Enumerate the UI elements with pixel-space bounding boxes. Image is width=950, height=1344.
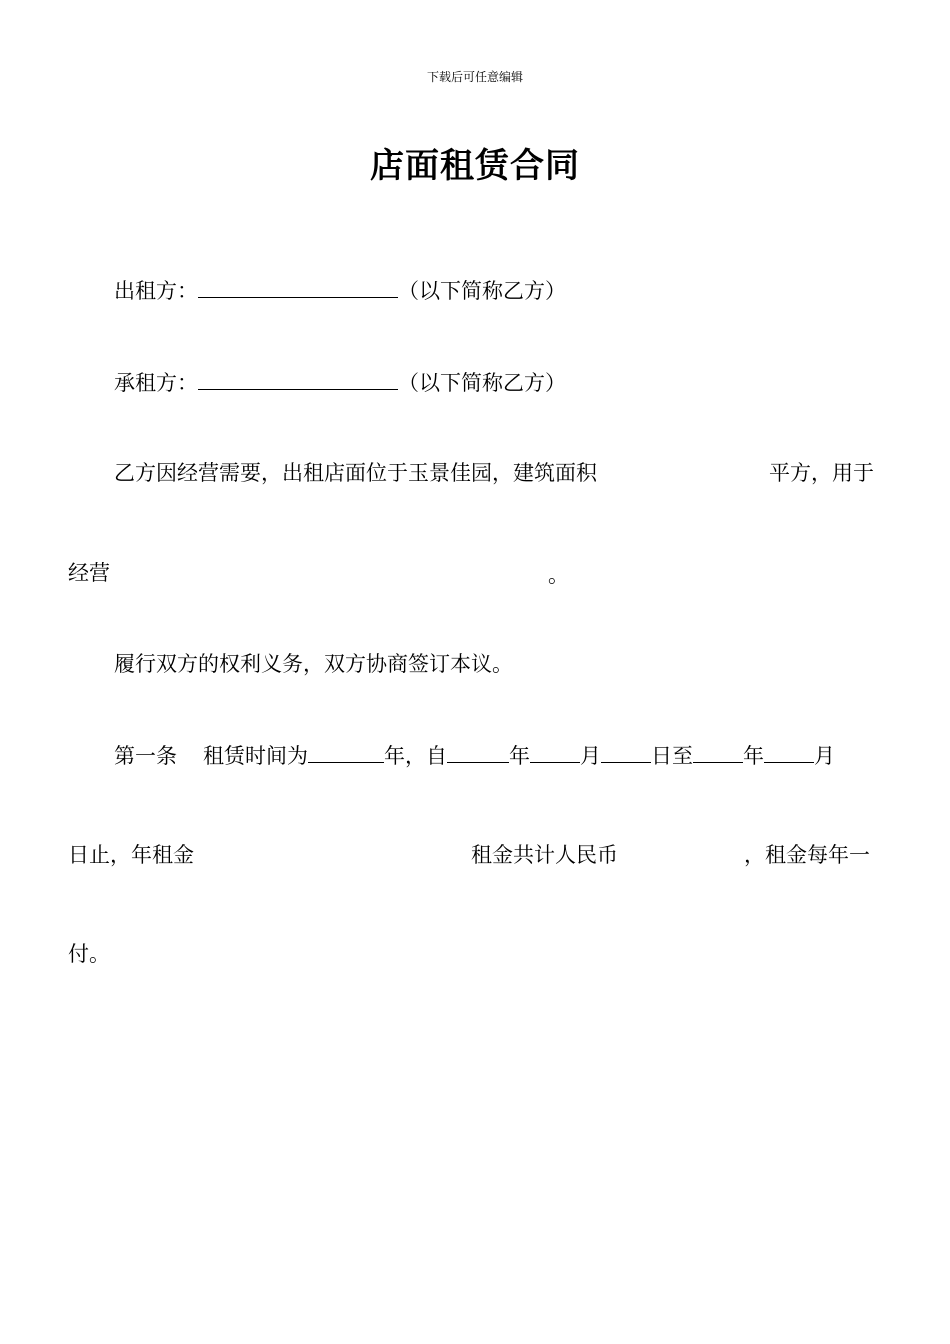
start-year-blank[interactable] [447, 742, 509, 763]
intro-part4: 。 [548, 563, 569, 587]
lessor-line [114, 277, 566, 304]
article1-heading: 第一条 [114, 744, 177, 768]
per-year-label: ，租金每年一 [744, 843, 870, 867]
agreement-text: 履行双方的权利义务，双方协商签订本议。 [114, 652, 513, 676]
start-year-unit: 年 [509, 744, 530, 768]
annual-rent-label: 日止，年租金 [68, 843, 194, 867]
intro-part1: 乙方因经营需要，出租店面位于玉景佳园，建筑面积 [114, 461, 597, 485]
lease-years-blank[interactable] [308, 742, 384, 763]
lessee-name-blank[interactable] [198, 369, 398, 390]
lessor-suffix: （以下简称乙方） [398, 279, 566, 303]
lessee-label: 承租方： [114, 371, 198, 395]
end-year-unit: 年 [743, 744, 764, 768]
contract-title: 店面租赁合同 [370, 146, 580, 186]
year-unit: 年 [384, 744, 405, 768]
start-month-unit: 月 [580, 744, 601, 768]
article1-line1 [114, 742, 835, 769]
lessee-line [114, 369, 566, 396]
total-rent-label: 租金共计人民币 [471, 843, 618, 867]
end-year-blank[interactable] [693, 742, 743, 763]
lessor-name-blank[interactable] [198, 277, 398, 298]
end-month-unit: 月 [814, 744, 835, 768]
lessor-label: 出租方： [114, 279, 198, 303]
intro-part2: 平方，用于 [769, 461, 874, 485]
day-to-label: 日至 [651, 744, 693, 768]
lessee-suffix: （以下简称乙方） [398, 371, 566, 395]
header-note: 下载后可任意编辑 [426, 70, 523, 84]
end-month-blank[interactable] [764, 742, 814, 763]
start-day-blank[interactable] [601, 742, 651, 763]
pay-label: 付。 [68, 942, 110, 966]
start-month-blank[interactable] [530, 742, 580, 763]
intro-part3: 经营 [68, 561, 110, 585]
from-label: ，自 [405, 744, 447, 768]
lease-term-label: 租赁时间为 [203, 744, 308, 768]
